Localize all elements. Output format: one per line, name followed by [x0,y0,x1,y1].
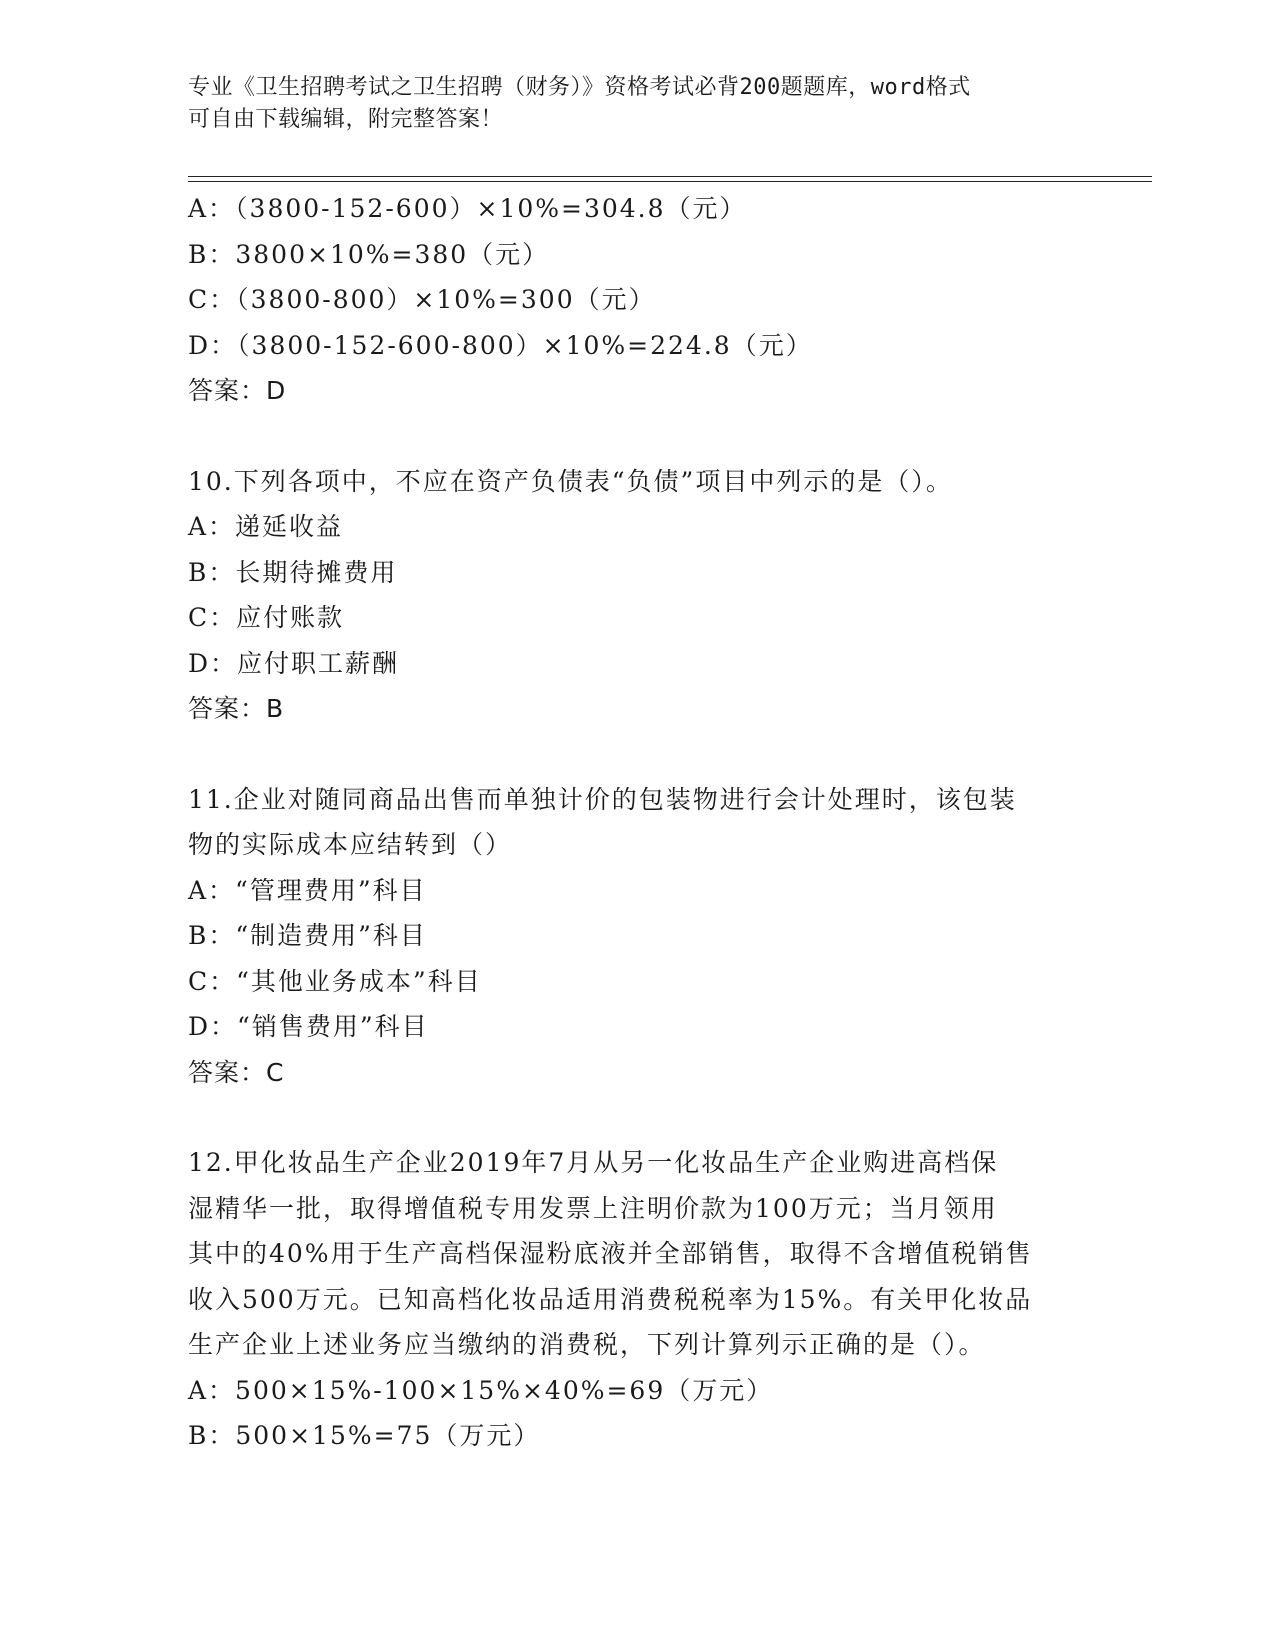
question-stem: 湿精华一批，取得增值税专用发票上注明价款为100万元；当月领用 [188,1193,998,1223]
question-stem: 12.甲化妆品生产企业2019年7月从另一化妆品生产企业购进高档保 [188,1148,999,1177]
question-stem: 10.下列各项中，不应在资产负债表“负债”项目中列示的是（）。 [188,466,953,496]
document-header [188,72,1078,136]
header-line-2: 可自由下载编辑，附完整答案！ [188,107,504,132]
option-b: B：“制造费用”科目 [188,921,427,950]
answer: 答案：D [188,376,287,405]
option-c: C：（3800-800）×10%=300（元） [188,285,656,314]
question-stem: 物的实际成本应结转到（） [188,830,513,859]
option-a: A：500×15%-100×15%×40%=69（万元） [188,1375,774,1405]
question-list [188,186,1088,1459]
question-11 [188,777,1088,1096]
header-line-1: 专业《卫生招聘考试之卫生招聘（财务）》资格考试必背200题题库，word格式 [188,75,971,100]
option-d: D：“销售费用”科目 [188,1012,429,1041]
question-stem: 生产企业上述业务应当缴纳的消费税，下列计算列示正确的是（）。 [188,1330,986,1359]
question-12 [188,1140,1088,1459]
option-c: C：应付账款 [188,603,345,632]
question-stem: 11.企业对随同商品出售而单独计价的包装物进行会计处理时，该包装 [188,784,1017,814]
option-b: B：500×15%=75（万元） [188,1421,541,1450]
option-a: A：“管理费用”科目 [188,875,427,905]
option-b: B：长期待摊费用 [188,557,398,587]
question-9 [188,186,1088,414]
option-a: A：递延收益 [188,512,344,541]
option-d: D：应付职工薪酬 [188,648,400,678]
option-d: D：（3800-152-600-800）×10%=224.8（元） [188,330,813,360]
option-a: A：（3800-152-600）×10%=304.8（元） [188,194,747,223]
question-stem: 其中的40%用于生产高档保湿粉底液并全部销售，取得不含增值税销售 [188,1239,1033,1268]
answer: 答案：B [188,694,285,723]
header-divider-top [188,176,1152,177]
question-stem: 收入500万元。已知高档化妆品适用消费税税率为15%。有关甲化妆品 [188,1284,1033,1314]
option-b: B：3800×10%=380（元） [188,239,550,269]
answer: 答案：C [188,1057,285,1087]
header-divider-bottom [188,181,1152,182]
question-10 [188,459,1088,732]
option-c: C：“其他业务成本”科目 [188,966,482,996]
